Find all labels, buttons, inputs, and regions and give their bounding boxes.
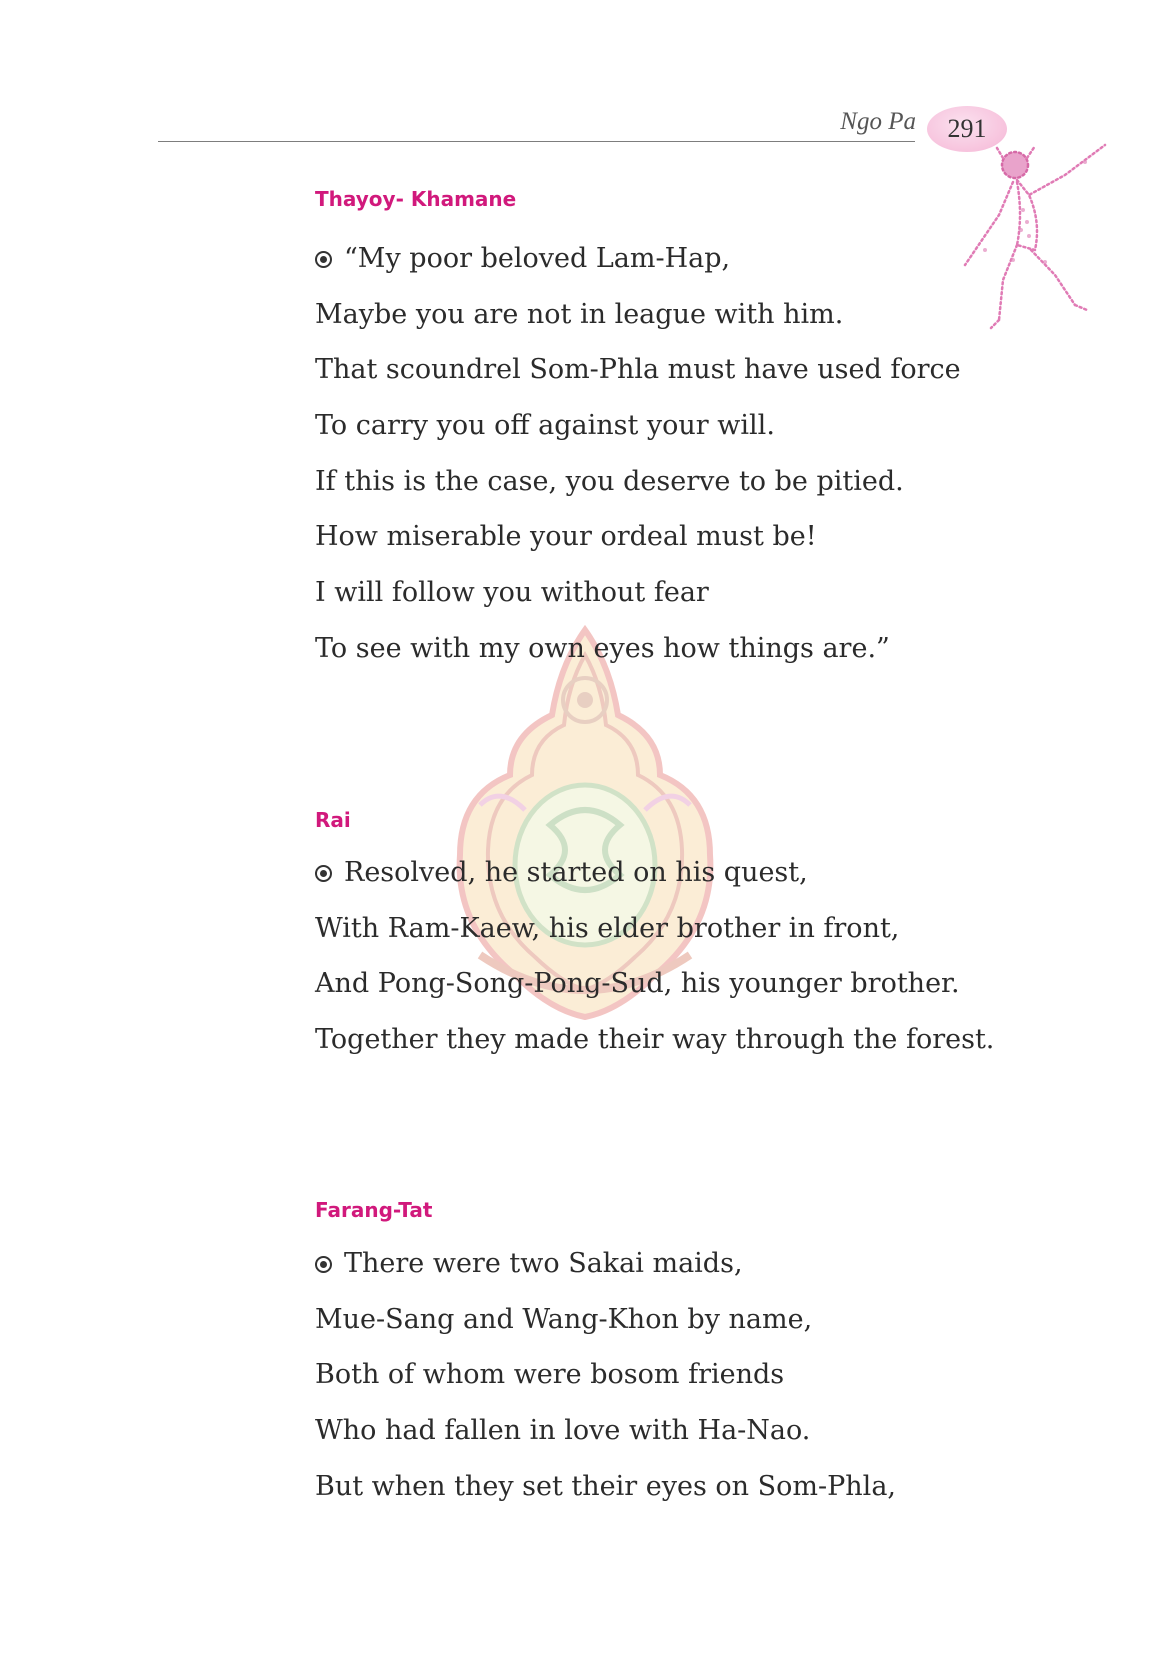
verse-line: I will follow you without fear — [315, 577, 709, 609]
verse-line: With Ram-Kaew, his elder brother in front, — [315, 912, 900, 944]
verse-line: Resolved, he started on his quest, — [315, 845, 994, 901]
verse-line: Mue-Sang and Wang-Khon by name, — [315, 1303, 813, 1335]
verse-line: To carry you off against your will. — [315, 410, 775, 442]
verse-block — [315, 845, 994, 1068]
verse-line: If this is the case, you deserve to be pitied. — [315, 465, 904, 497]
verse-line: How miserable your ordeal must be! — [315, 521, 817, 553]
verse-block — [315, 231, 961, 677]
bullseye-icon — [315, 865, 332, 882]
verse-line: But when they set their eyes on Som-Phla, — [315, 1470, 897, 1502]
stanza-heading: Rai — [315, 808, 351, 832]
stanza-heading: Thayoy- Khamane — [315, 187, 517, 211]
verse-line: Both of whom were bosom friends — [315, 1359, 785, 1391]
verse-line: Who had fallen in love with Ha-Nao. — [315, 1415, 811, 1447]
verse-line: And Pong-Song-Pong-Sud, his younger brother. — [315, 968, 960, 1000]
bullseye-icon — [315, 251, 332, 268]
verse-block — [315, 1236, 896, 1514]
verse-line: To see with my own eyes how things are.” — [315, 632, 890, 664]
verse-line: “My poor beloved Lam-Hap, — [315, 231, 961, 287]
verse-line: Maybe you are not in league with him. — [315, 298, 844, 330]
verse-line: That scoundrel Som-Phla must have used force — [315, 354, 961, 386]
verse-line: Together they made their way through the forest. — [315, 1024, 995, 1056]
verse-line: There were two Sakai maids, — [315, 1236, 896, 1292]
bullseye-icon — [315, 1256, 332, 1273]
running-title: Ngo Pa — [840, 108, 916, 135]
page-number-badge: 291 — [927, 106, 1007, 152]
dancer-figure-icon — [955, 140, 1135, 350]
header-rule — [158, 141, 915, 142]
stanza-heading: Farang-Tat — [315, 1198, 433, 1222]
